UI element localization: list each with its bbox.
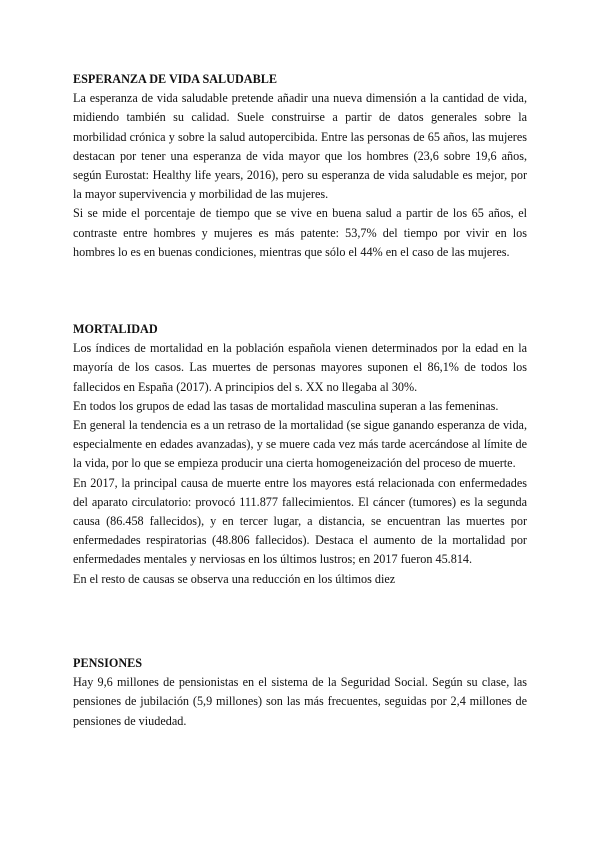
paragraph: Hay 9,6 millones de pensionistas en el sistema de la Seguridad Social. Según su clase, las pensiones de jubilación (5,9 millones) son las más frecuentes, seguidas por 2,4 millones de pensiones de viudedad. xyxy=(73,675,527,728)
section-esperanza-vida-saludable xyxy=(73,70,527,262)
paragraph: La esperanza de vida saludable pretende añadir una nueva dimensión a la cantidad de vida, midiendo también su calidad. Suele construirse a partir de datos generales sobre la morbilidad crónica y sobre la salud autopercibida. Entre las personas de 65 años, las mujeres destacan por tener una esperanza de vida mayor que los hombres (23,6 sobre 19,6 años, según Eurostat: Healthy life years, 2016), pero su esperanza de vida saludable es mejor, por la mayor supervivencia y morbilidad de las mujeres. xyxy=(73,91,527,202)
section-heading: PENSIONES xyxy=(73,656,143,670)
section-mortalidad xyxy=(73,320,527,589)
section-heading: ESPERANZA DE VIDA SALUDABLE xyxy=(73,72,277,86)
paragraph: En 2017, la principal causa de muerte entre los mayores está relacionada con enfermedades del aparato circulatorio: provocó 111.877 fallecimientos. El cáncer (tumores) es la segunda causa (86.458 fallecidos), y en tercer lugar, a distancia, se encuentran las muertes por enfermedades respiratorias (48.806 fallecidos). Destaca el aumento de la mortalidad por enfermedades mentales y nerviosas en los últimos lustros; en 2017 fueron 45.814. xyxy=(73,475,527,567)
section-heading: MORTALIDAD xyxy=(73,322,158,336)
paragraph: Si se mide el porcentaje de tiempo que se vive en buena salud a partir de los 65 años, el contraste entre hombres y mujeres es más patente: 53,7% del tiempo por vivir en los hombres lo es en buenas condiciones, mientras que sólo el 44% en el caso de las mujeres. xyxy=(73,206,527,259)
section-pensiones xyxy=(73,654,527,731)
paragraph: En todos los grupos de edad las tasas de mortalidad masculina superan a las femeninas. xyxy=(73,398,499,413)
paragraph: En general la tendencia es a un retraso de la mortalidad (se sigue ganando esperanza de vida, especialmente en edades avanzadas), y se muere cada vez más tarde acercándose al límite de la vida, por lo que se empieza producir una cierta homogeneización del proceso de muerte. xyxy=(73,418,527,471)
paragraph: Los índices de mortalidad en la población española vienen determinados por la edad en la mayoría de los casos. Las muertes de personas mayores suponen el 86,1% de todos los fallecidos en España (2017). A principios del s. XX no llegaba al 30%. xyxy=(73,341,527,394)
paragraph: En el resto de causas se observa una reducción en los últimos diez xyxy=(73,571,396,586)
